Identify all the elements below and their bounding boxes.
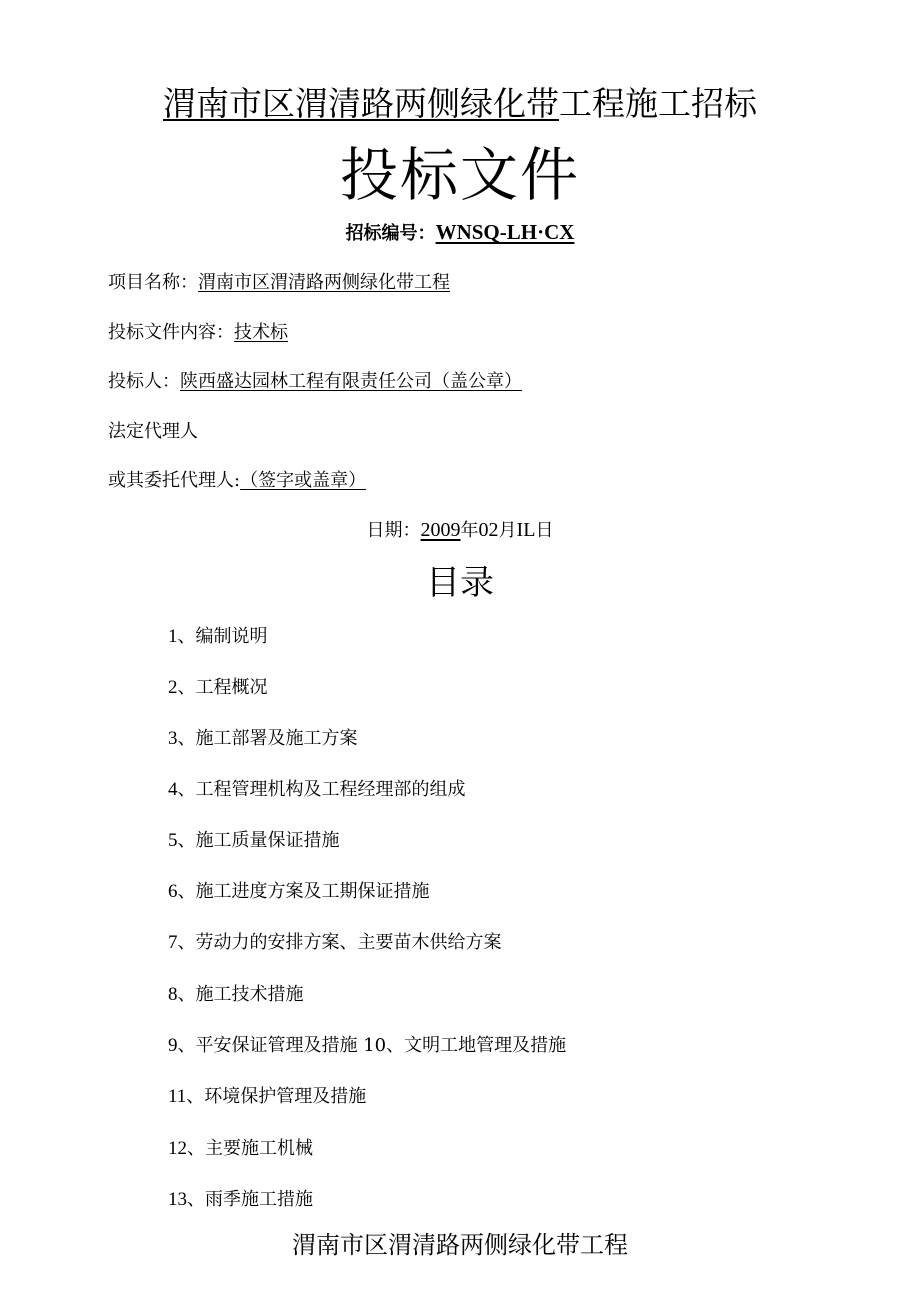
toc-item-text: 、施工部署及施工方案 [177, 728, 358, 749]
page-footer: 渭南市区渭清路两侧绿化带工程 [292, 1231, 628, 1259]
header-title-rest: 工程施工招标 [559, 84, 757, 123]
bidder-value: 陕西盛达园林工程有限责任公司（盖公章） [180, 371, 522, 392]
date-month-suffix: 月 [498, 520, 517, 541]
toc-item [168, 878, 430, 906]
toc-item-text: 、施工技术措施 [177, 984, 304, 1005]
toc-item-number: 13 [168, 1189, 187, 1210]
toc-item-number: 9 [168, 1035, 178, 1056]
authorized-agent-label: 或其委托代理人: [108, 470, 241, 491]
toc-item [168, 1135, 313, 1163]
date-line [0, 516, 920, 545]
document-header-title [0, 82, 920, 126]
toc-item-number: 7 [168, 932, 178, 953]
toc-item-number: 12 [168, 1138, 187, 1159]
toc-item [168, 776, 466, 804]
toc-item [168, 929, 502, 957]
toc-item-text: 、工程概况 [177, 677, 268, 698]
toc-item-number: 3 [168, 728, 178, 749]
legal-representative-field: 法定代理人 [108, 421, 198, 442]
date-month: 02 [478, 519, 499, 541]
bid-content-field [108, 319, 288, 347]
toc-item-text: 、劳动力的安排方案、主要苗木供给方案 [177, 932, 502, 953]
bid-number-value: WNSQ-LH·CX [435, 220, 575, 244]
toc-item [168, 827, 340, 855]
toc-item [168, 725, 358, 753]
toc-item [168, 623, 268, 651]
document-title: 投标文件 [339, 141, 580, 209]
toc-title: 目录 [426, 563, 494, 603]
bid-content-value: 技术标 [234, 322, 288, 343]
toc-item [168, 674, 268, 702]
toc-item-text: 、工程管理机构及工程经理部的组成 [177, 779, 466, 800]
date-year: 2009 [420, 519, 461, 541]
authorized-agent-value: （签字或盖章） [240, 470, 367, 491]
toc-item-text: 、主要施工机械 [187, 1138, 313, 1159]
date-label: 日期： [366, 520, 421, 541]
project-name-value: 渭南市区渭清路两侧绿化带工程 [198, 272, 450, 293]
toc-item-number: 4 [168, 779, 178, 800]
project-name-label: 项目名称： [108, 272, 198, 293]
toc-item-text: 、平安保证管理及措施 10、文明工地管理及措施 [177, 1035, 567, 1056]
toc-item-number: 11 [168, 1086, 187, 1107]
date-day: IL [516, 519, 536, 541]
bidder-field [108, 368, 522, 396]
toc-item-text: 、施工进度方案及工期保证措施 [177, 881, 430, 902]
authorized-agent-field [108, 467, 366, 495]
bid-number [0, 218, 920, 248]
header-title-underlined: 渭南市区渭清路两侧绿化带 [163, 84, 559, 123]
toc-item [168, 981, 304, 1009]
toc-item-number: 1 [168, 626, 178, 647]
bid-content-label: 投标文件内容： [108, 322, 234, 343]
toc-item-text: 、施工质量保证措施 [177, 830, 340, 851]
toc-item-number: 6 [168, 881, 178, 902]
toc-item-number: 2 [168, 677, 178, 698]
date-year-suffix: 年 [460, 520, 479, 541]
toc-item-text: 、环境保护管理及措施 [186, 1086, 367, 1107]
bid-number-label: 招标编号： [345, 223, 436, 244]
toc-item-number: 5 [168, 830, 178, 851]
bidder-label: 投标人： [108, 371, 180, 392]
date-day-suffix: 日 [535, 520, 554, 541]
toc-item [168, 1186, 313, 1214]
project-name-field [108, 269, 450, 297]
toc-item-number: 8 [168, 984, 178, 1005]
toc-item-text: 、编制说明 [177, 626, 268, 647]
toc-item-text: 、雨季施工措施 [187, 1189, 313, 1210]
toc-item [168, 1083, 366, 1111]
toc-item [168, 1032, 566, 1060]
